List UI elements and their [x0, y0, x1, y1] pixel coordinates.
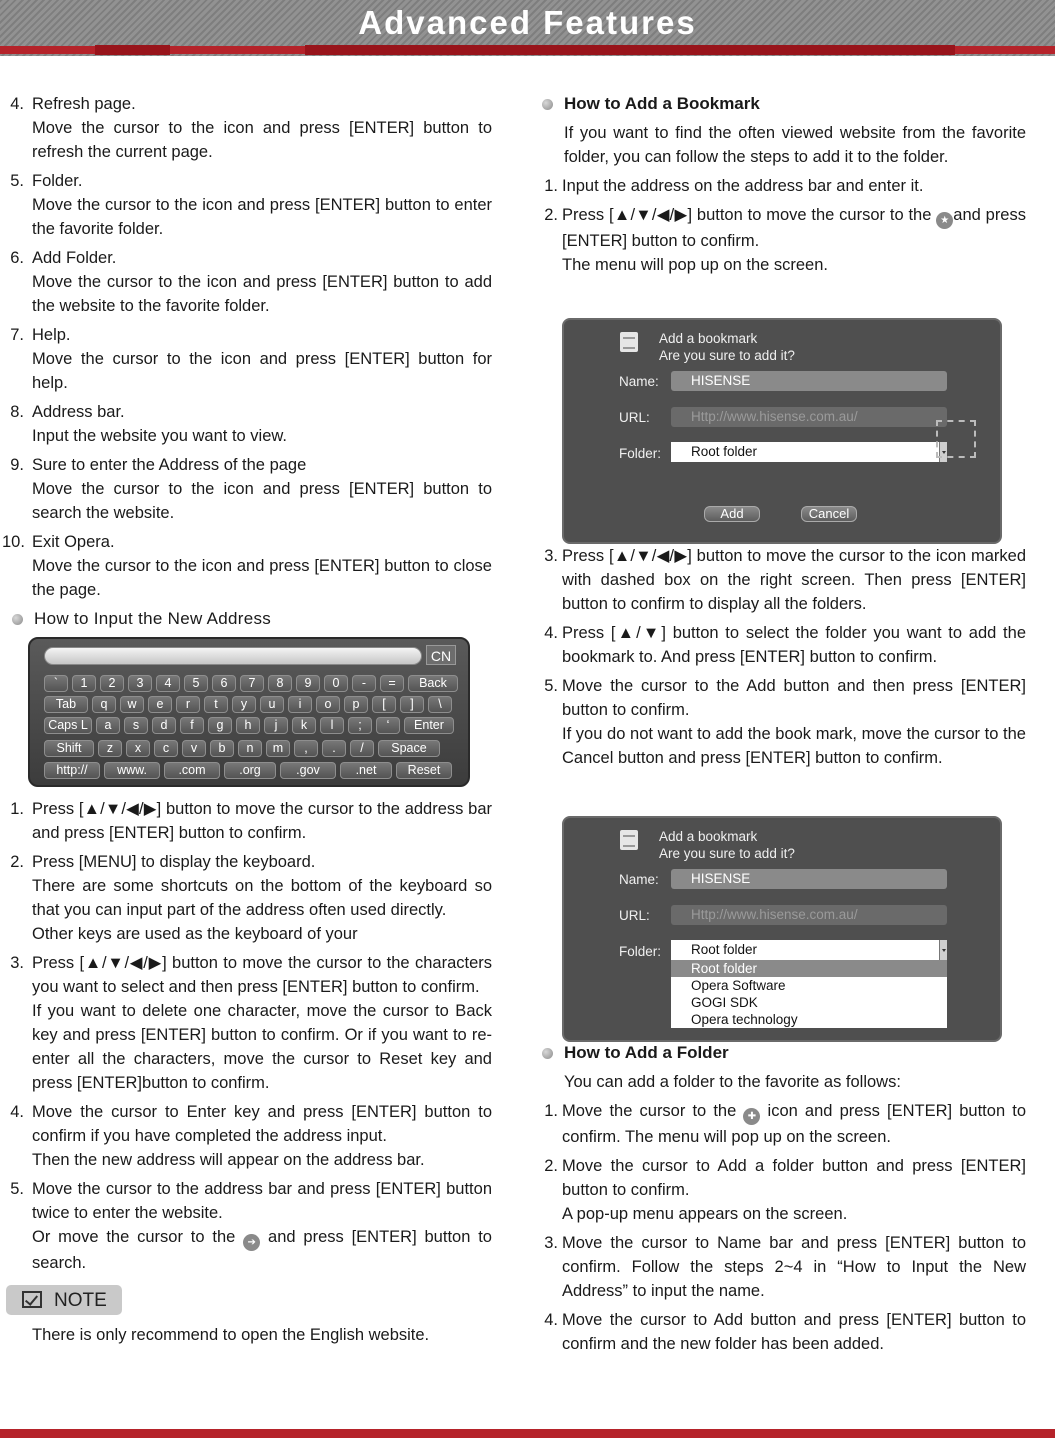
keyboard-key[interactable]: .gov [280, 762, 336, 779]
keyboard-key[interactable]: v [182, 740, 206, 757]
bookmark-intro: If you want to find the often viewed website from the favorite folder, you can follow the steps to add it to the folder. [564, 124, 1026, 166]
step-item: 4. Refresh page. Move the cursor to the icon and press [ENTER] button to refresh the current page. [10, 95, 492, 161]
url-label: URL: [619, 908, 650, 923]
keyboard-key[interactable]: [ [372, 696, 396, 713]
url-field[interactable]: Http://www.hisense.com.au/ [671, 407, 947, 427]
step-item: 5. Move the cursor to the Add button and then press [ENTER] button to confirm. If you do not want to add the book mark, move the cursor to the Cancel button and press [ENTER] button to confirm. [544, 677, 1026, 767]
keyboard-key[interactable]: 7 [240, 675, 264, 692]
checkbox-icon [22, 1291, 42, 1308]
keyboard-key[interactable]: x [126, 740, 150, 757]
keyboard-key[interactable]: - [352, 675, 376, 692]
keyboard-key[interactable]: Tab [44, 696, 88, 713]
add-folder-icon: ✚ [743, 1108, 760, 1125]
folder-label: Folder: [619, 944, 662, 959]
keyboard-key[interactable]: y [232, 696, 256, 713]
step-item: 1. Press [▲/▼/◀/▶] button to move the cursor to the address bar and press [ENTER] button to confirm. [10, 800, 492, 842]
keyboard-key[interactable]: 5 [184, 675, 208, 692]
step-item: 9. Sure to enter the Address of the page Move the cursor to the icon and press [ENTER] button to search the website. [10, 456, 492, 522]
keyboard-key[interactable]: ] [400, 696, 424, 713]
url-label: URL: [619, 410, 650, 425]
step-item: 1. Input the address on the address bar and enter it. [544, 177, 924, 195]
step-item: 5. Move the cursor to the address bar and press [ENTER] button twice to enter the website. Or move the cursor to the ➔ and press [ENTER] button to search. [10, 1180, 492, 1272]
add-bookmark-dialog [562, 318, 1002, 544]
header-rule-segment [95, 45, 170, 55]
keyboard-key[interactable]: Shift [44, 740, 94, 757]
section-heading-folder: How to Add a Folder [536, 1041, 1026, 1065]
step-item: 10. Exit Opera. Move the cursor to the icon and press [ENTER] button to close the page. [2, 533, 492, 599]
keyboard-key[interactable]: h [236, 717, 260, 734]
keyboard-key[interactable]: .org [224, 762, 276, 779]
keyboard-key[interactable]: \ [428, 696, 452, 713]
step-item: 4. Move the cursor to Add button and press [ENTER] button to confirm and the new folder has been added. [544, 1311, 1026, 1353]
keyboard-key[interactable]: i [288, 696, 312, 713]
keyboard-key[interactable]: / [350, 740, 374, 757]
step-item: 3. Press [▲/▼/◀/▶] button to move the cursor to the icon marked with dashed box on the right screen. Then press [ENTER] button to confirm to display all the folders. [544, 547, 1026, 613]
folder-label: Folder: [619, 446, 662, 461]
keyboard-key[interactable]: Caps L [44, 717, 92, 734]
dialog-title: Add a bookmark [659, 829, 758, 844]
onscreen-keyboard [28, 637, 470, 787]
keyboard-key[interactable]: c [154, 740, 178, 757]
keyboard-key[interactable]: 9 [296, 675, 320, 692]
keyboard-row [44, 717, 454, 734]
add-bookmark-dialog-expanded [562, 816, 1002, 1042]
keyboard-key[interactable]: q [92, 696, 116, 713]
dialog-subtitle: Are you sure to add it? [659, 846, 795, 861]
bullet-icon [542, 99, 553, 110]
keyboard-key[interactable]: ‘ [376, 717, 400, 734]
keyboard-key[interactable]: l [320, 717, 344, 734]
keyboard-key[interactable]: j [264, 717, 288, 734]
keyboard-key[interactable]: , [294, 740, 318, 757]
page-title: Advanced Features [358, 4, 697, 41]
bullet-icon [12, 614, 23, 625]
keyboard-key[interactable]: m [266, 740, 290, 757]
keyboard-key[interactable]: ; [348, 717, 372, 734]
keyboard-key[interactable]: n [238, 740, 262, 757]
step-item: 8. Address bar. Input the website you want to view. [10, 403, 287, 445]
arrow-right-icon: ➔ [243, 1234, 260, 1251]
keyboard-key[interactable]: 6 [212, 675, 236, 692]
keyboard-key[interactable]: 8 [268, 675, 292, 692]
folder-option[interactable]: Opera Software [691, 978, 786, 993]
name-label: Name: [619, 872, 659, 887]
note-badge: NOTE [6, 1285, 122, 1315]
add-button[interactable]: Add [704, 506, 760, 522]
folder-select[interactable]: Root folder [671, 940, 947, 960]
keyboard-key[interactable]: 2 [100, 675, 124, 692]
header-rule-segment [305, 45, 955, 55]
footer-red-rule [0, 1429, 1055, 1438]
keyboard-key[interactable]: 3 [128, 675, 152, 692]
bullet-icon [542, 1048, 553, 1059]
keyboard-key[interactable]: d [152, 717, 176, 734]
keyboard-key[interactable]: p [344, 696, 368, 713]
keyboard-key[interactable]: Back [408, 675, 458, 692]
section-heading-input-address: How to Input the New Address [6, 607, 492, 631]
keyboard-key[interactable]: r [176, 696, 200, 713]
keyboard-key[interactable]: ` [44, 675, 68, 692]
step-item: 7. Help. Move the cursor to the icon and press [ENTER] button for help. [10, 326, 492, 392]
document-icon [620, 332, 638, 352]
keyboard-key[interactable]: www. [104, 762, 160, 779]
keyboard-key[interactable]: Enter [404, 717, 454, 734]
step-item: 6. Add Folder. Move the cursor to the icon and press [ENTER] button to add the website to the favorite folder. [10, 249, 492, 315]
keyboard-address-bar[interactable] [44, 647, 422, 665]
cancel-button[interactable]: Cancel [801, 506, 857, 522]
keyboard-key[interactable]: http:// [44, 762, 100, 779]
keyboard-key[interactable]: g [208, 717, 232, 734]
step-item: 2. Move the cursor to Add a folder button and press [ENTER] button to confirm. A pop-up menu appears on the screen. [544, 1157, 1026, 1223]
keyboard-row [44, 675, 458, 692]
step-item: 5. Folder. Move the cursor to the icon and press [ENTER] button to enter the favorite folder. [10, 172, 492, 238]
keyboard-key[interactable]: s [124, 717, 148, 734]
folder-select[interactable]: Root folder [671, 442, 947, 462]
step-item: 2. Press [▲/▼/◀/▶] button to move the cursor to the ★ and press [ENTER] button to confirm. The menu will pop up on the screen. [544, 206, 1026, 274]
keyboard-key[interactable]: Space [378, 740, 440, 757]
folder-option[interactable]: GOGI SDK [691, 995, 758, 1010]
note-text: There is only recommend to open the English website. [32, 1326, 430, 1344]
folder-dropdown-list [671, 960, 947, 1028]
chevron-down-icon[interactable] [939, 940, 947, 960]
keyboard-key[interactable]: u [260, 696, 284, 713]
keyboard-key[interactable]: f [180, 717, 204, 734]
keyboard-key[interactable]: .net [340, 762, 392, 779]
keyboard-key[interactable]: k [292, 717, 316, 734]
keyboard-key[interactable]: b [210, 740, 234, 757]
url-field[interactable]: Http://www.hisense.com.au/ [671, 905, 947, 925]
keyboard-key[interactable]: 4 [156, 675, 180, 692]
keyboard-key[interactable]: = [380, 675, 404, 692]
document-icon [620, 830, 638, 850]
keyboard-key[interactable]: 1 [72, 675, 96, 692]
name-label: Name: [619, 374, 659, 389]
dialog-subtitle: Are you sure to add it? [659, 348, 795, 363]
dialog-title: Add a bookmark [659, 331, 758, 346]
keyboard-key[interactable]: e [148, 696, 172, 713]
keyboard-key[interactable]: a [96, 717, 120, 734]
section-heading-bookmark: How to Add a Bookmark [536, 92, 1026, 116]
right-column [536, 92, 1026, 1361]
dashed-highlight-box [936, 420, 976, 458]
page-header [0, 0, 1055, 56]
keyboard-key[interactable]: . [322, 740, 346, 757]
keyboard-key[interactable]: 0 [324, 675, 348, 692]
left-column [2, 92, 492, 1352]
folder-option[interactable]: Opera technology [691, 1012, 798, 1027]
keyboard-key[interactable]: o [316, 696, 340, 713]
name-field[interactable]: HISENSE [671, 869, 947, 889]
folder-intro: You can add a folder to the favorite as follows: [564, 1073, 901, 1091]
step-item: 3. Move the cursor to Name bar and press [ENTER] button to confirm. Follow the steps 2~4 in “How to Input the New Address” to input the name. [544, 1234, 1026, 1300]
add-bookmark-icon: ★ [936, 212, 953, 229]
step-item: 2. Press [MENU] to display the keyboard. There are some shortcuts on the bottom of the keyboard so that you can input part of the address often used directly. Other keys are used as the keyboard of your [10, 853, 492, 943]
step-item: 3. Press [▲/▼/◀/▶] button to move the cursor to the characters you want to select and then press [ENTER] button to confirm. If you want to delete one character, move the cursor to Back key and press [ENTER] button to confirm. Or if you want to re-enter all the characters, move the cursor to Reset key and press [ENTER]button to confirm. [10, 954, 492, 1092]
step-item: 4. Press [▲/▼] button to select the folder you want to add the bookmark to. And press [ENTER] button to confirm. [544, 624, 1026, 666]
keyboard-key[interactable]: t [204, 696, 228, 713]
keyboard-cn-key[interactable]: CN [426, 645, 456, 665]
keyboard-key[interactable]: w [120, 696, 144, 713]
keyboard-key[interactable]: Reset [396, 762, 452, 779]
step-item: 4. Move the cursor to Enter key and press [ENTER] button to confirm if you have completed the address input. Then the new address will appear on the address bar. [10, 1103, 492, 1169]
keyboard-row [44, 762, 452, 779]
keyboard-row [44, 696, 452, 713]
folder-option[interactable]: Root folder [671, 960, 947, 977]
keyboard-row [44, 740, 440, 757]
keyboard-key[interactable]: .com [164, 762, 220, 779]
step-item: 1. Move the cursor to the ✚ icon and press [ENTER] button to confirm. The menu will pop up on the screen. [544, 1102, 1026, 1146]
keyboard-key[interactable]: z [98, 740, 122, 757]
name-field[interactable]: HISENSE [671, 371, 947, 391]
